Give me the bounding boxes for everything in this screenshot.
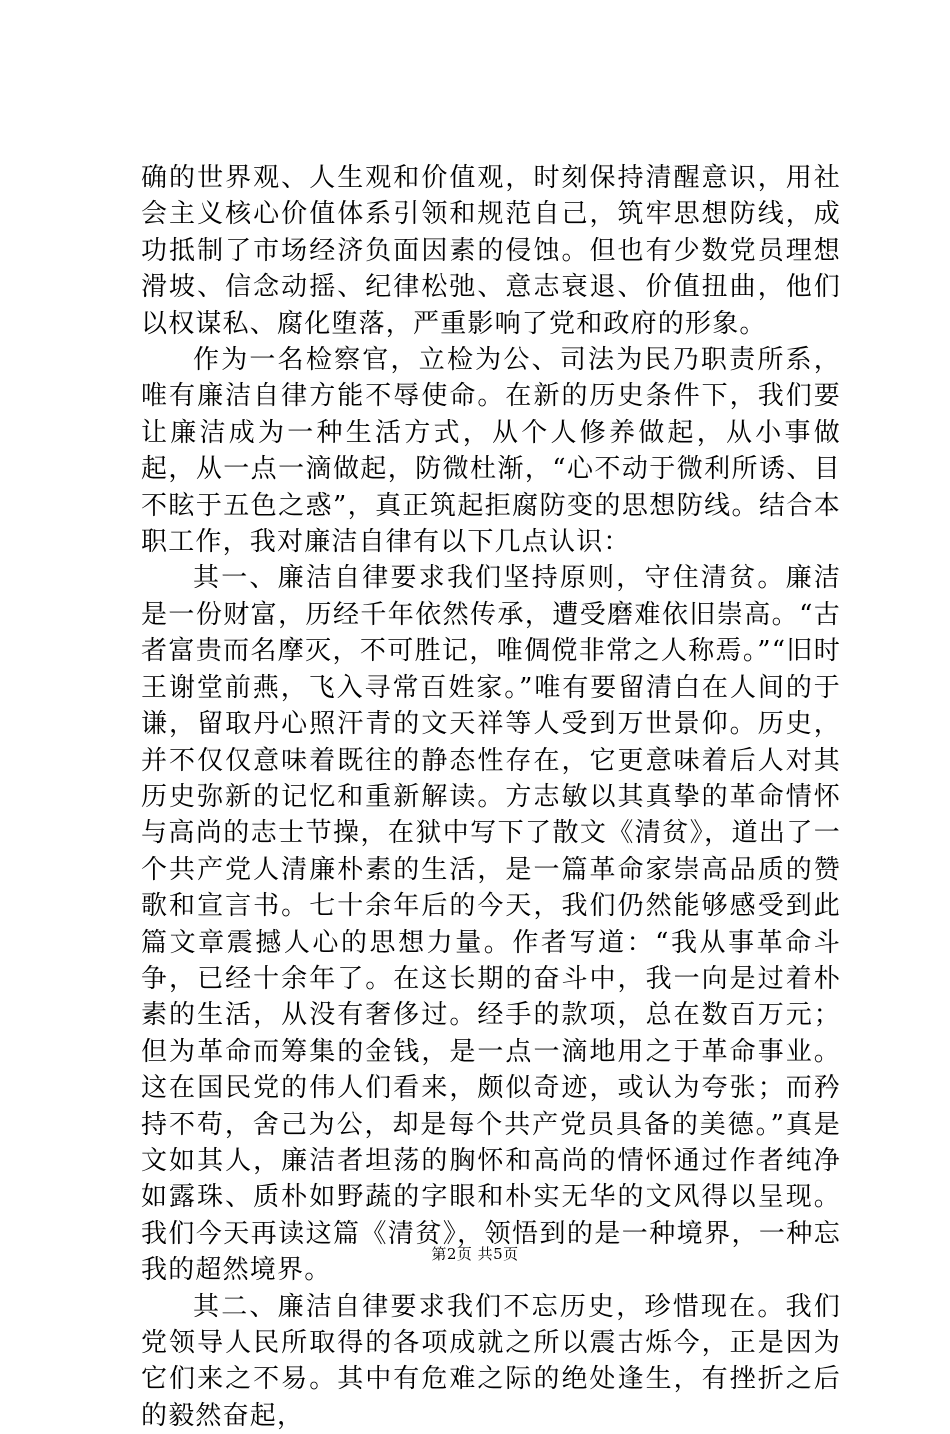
paragraph-3: 其一、廉洁自律要求我们坚持原则，守住清贫。廉洁是一份财富，历经千年依然传承，遭受磨难依旧崇高。“古者富贵而名摩灭，不可胜记，唯倜傥非常之人称焉。”“旧时王谢堂前燕，飞入寻常百姓家。”唯有要留清白在人间的于谦，留取丹心照汗青的文天祥等人受到万世景仰。历史，并不仅仅意味着既往的静态性存在，它更意味着后人对其历史弥新的记忆和重新解读。方志敏以其真挚的革命情怀与高尚的志士节操，在狱中写下了散文《清贫》，道出了一个共产党人清廉朴素的生活，是一篇革命家崇高品质的赞歌和宣言书。七十余年后的今天，我们仍然能够感受到此篇文章震撼人心的思想力量。作者写道：“我从事革命斗争，已经十余年了。在这长期的奋斗中，我一向是过着朴素的生活，从没有奢侈过。经手的款项，总在数百万元；但为革命而筹集的金钱，是一点一滴地用之于革命事业。这在国民党的伟人们看来，颇似奇迹，或认为夸张；而矜持不苟，舍己为公，却是每个共产党员具备的美德。”真是文如其人，廉洁者坦荡的胸怀和高尚的情怀通过作者纯净如露珠、质朴如野蔬的字眼和朴实无华的文风得以呈现。我们今天再读这篇《清贫》，领悟到的是一种境界，一种忘我的超然境界。 bbox=[141, 563, 841, 1286]
page-footer: 第2页 共5页 bbox=[431, 1245, 519, 1263]
document-body bbox=[141, 160, 841, 1434]
paragraph-1: 确的世界观、人生观和价值观，时刻保持清醒意识，用社会主义核心价值体系引领和规范自己，筑牢思想防线，成功抵制了市场经济负面因素的侵蚀。但也有少数党员理想滑坡、信念动摇、纪律松弛、意志衰退、价值扭曲，他们以权谋私、腐化堕落，严重影响了党和政府的形象。 bbox=[141, 163, 841, 339]
paragraph-4: 其二、廉洁自律要求我们不忘历史，珍惜现在。我们党领导人民所取得的各项成就之所以震古烁今，正是因为它们来之不易。其中有危难之际的绝处逢生，有挫折之后的毅然奋起， bbox=[141, 1291, 841, 1431]
paragraph-2: 作为一名检察官，立检为公、司法为民乃职责所系，唯有廉洁自律方能不辱使命。在新的历史条件下，我们要让廉洁成为一种生活方式，从个人修养做起，从小事做起，从一点一滴做起，防微杜渐，“心不动于微利所诱、目不眩于五色之惑”，真正筑起拒腐防变的思想防线。结合本职工作，我对廉洁自律有以下几点认识： bbox=[141, 345, 841, 558]
